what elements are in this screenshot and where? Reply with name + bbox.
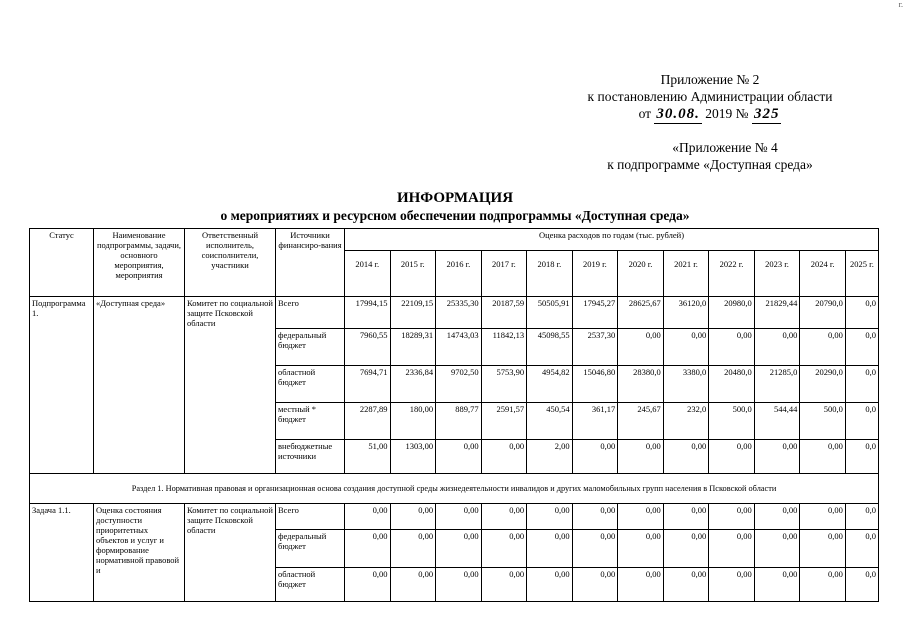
amount-cell: 28380,0: [618, 366, 664, 403]
document-subtitle: о мероприятиях и ресурсном обеспечении подпрограммы «Доступная среда»: [220, 208, 690, 223]
amount-cell: 22109,15: [390, 297, 436, 329]
amount-cell: 17994,15: [345, 297, 391, 329]
amount-cell: 50505,91: [527, 297, 573, 329]
amount-cell: 0,00: [754, 440, 800, 474]
amount-cell: 0,00: [754, 504, 800, 530]
amount-cell: 0,00: [527, 530, 573, 568]
amount-cell: 361,17: [572, 403, 618, 440]
amount-cell: 0,00: [709, 568, 755, 602]
amount-cell: 500,0: [800, 403, 846, 440]
from-label: от: [638, 106, 652, 121]
subprogram-header: [560, 139, 860, 173]
corner-mark: г.: [898, 0, 903, 9]
amount-cell: 0,00: [345, 530, 391, 568]
amount-cell: 45098,55: [527, 329, 573, 366]
year-header: 2019 г.: [572, 251, 618, 297]
resource-table: [29, 228, 879, 602]
amount-cell: 0,00: [345, 504, 391, 530]
amount-cell: 3380,0: [663, 366, 709, 403]
year-header: 2024 г.: [800, 251, 846, 297]
amount-cell: 0,00: [754, 568, 800, 602]
task-executor: Комитет по социальной защите Псковской области: [185, 504, 276, 602]
document-title: ИНФОРМАЦИЯ: [396, 190, 514, 206]
amount-cell: 0,0: [845, 530, 878, 568]
amount-cell: 0,00: [527, 568, 573, 602]
year-header: 2016 г.: [436, 251, 482, 297]
amount-cell: 9702,50: [436, 366, 482, 403]
amount-cell: 0,00: [754, 329, 800, 366]
year-header: 2018 г.: [527, 251, 573, 297]
amount-cell: 0,00: [618, 504, 664, 530]
amount-cell: 0,00: [436, 440, 482, 474]
amount-cell: 2287,89: [345, 403, 391, 440]
amount-cell: 7960,55: [345, 329, 391, 366]
amount-cell: 0,0: [845, 366, 878, 403]
prog-name: «Доступная среда»: [94, 297, 185, 474]
year-header: 2015 г.: [390, 251, 436, 297]
amount-cell: 5753,90: [481, 366, 527, 403]
amount-cell: 0,00: [663, 440, 709, 474]
amount-cell: 18289,31: [390, 329, 436, 366]
amount-cell: 25335,30: [436, 297, 482, 329]
amount-cell: 2591,57: [481, 403, 527, 440]
amount-cell: 51,00: [345, 440, 391, 474]
amount-cell: 21285,0: [754, 366, 800, 403]
funding-source: федеральный бюджет: [276, 329, 345, 366]
name-header: Наименование подпрограммы, задачи, основного мероприятия, мероприятия: [94, 229, 185, 297]
amount-cell: 0,00: [800, 504, 846, 530]
amount-cell: 20790,0: [800, 297, 846, 329]
handwritten-number: 325: [753, 106, 780, 122]
estimate-header: Оценка расходов по годам (тыс. рублей): [345, 229, 879, 251]
amount-cell: 450,54: [527, 403, 573, 440]
amount-cell: 0,00: [709, 504, 755, 530]
appendix-line-3: [560, 105, 860, 124]
amount-cell: 0,00: [663, 504, 709, 530]
amount-cell: 11842,13: [481, 329, 527, 366]
year-header: 2025 г.: [845, 251, 878, 297]
amount-cell: 20187,59: [481, 297, 527, 329]
funding-source: местный * бюджет: [276, 403, 345, 440]
amount-cell: 0,00: [663, 329, 709, 366]
amount-cell: 0,00: [572, 504, 618, 530]
amount-cell: 0,00: [345, 568, 391, 602]
amount-cell: 0,00: [390, 530, 436, 568]
amount-cell: 0,00: [436, 568, 482, 602]
amount-cell: 28625,67: [618, 297, 664, 329]
amount-cell: 0,0: [845, 504, 878, 530]
funding-source: областной бюджет: [276, 568, 345, 602]
amount-cell: 0,00: [527, 504, 573, 530]
amount-cell: 0,00: [800, 440, 846, 474]
amount-cell: 21829,44: [754, 297, 800, 329]
amount-cell: 0,00: [800, 530, 846, 568]
amount-cell: 0,0: [845, 403, 878, 440]
year-header: 2022 г.: [709, 251, 755, 297]
year-number-label: 2019 №: [705, 106, 749, 121]
amount-cell: 0,00: [618, 329, 664, 366]
amount-cell: 0,00: [572, 568, 618, 602]
amount-cell: 0,00: [663, 530, 709, 568]
amount-cell: 232,0: [663, 403, 709, 440]
amount-cell: 0,0: [845, 440, 878, 474]
amount-cell: 0,00: [800, 568, 846, 602]
amount-cell: 7694,71: [345, 366, 391, 403]
amount-cell: 0,00: [618, 568, 664, 602]
task-name: Оценка состояния доступности приоритетных объектов и услуг и формирование нормативной правовой и: [94, 504, 185, 602]
amount-cell: 1303,00: [390, 440, 436, 474]
amount-cell: 889,77: [436, 403, 482, 440]
amount-cell: 2,00: [527, 440, 573, 474]
amount-cell: 0,00: [618, 530, 664, 568]
amount-cell: 17945,27: [572, 297, 618, 329]
funding-source: федеральный бюджет: [276, 530, 345, 568]
amount-cell: 500,0: [709, 403, 755, 440]
amount-cell: 20980,0: [709, 297, 755, 329]
amount-cell: 245,67: [618, 403, 664, 440]
amount-cell: 180,00: [390, 403, 436, 440]
amount-cell: 0,00: [800, 329, 846, 366]
amount-cell: 20290,0: [800, 366, 846, 403]
amount-cell: 0,0: [845, 568, 878, 602]
year-header: 2023 г.: [754, 251, 800, 297]
amount-cell: 0,00: [572, 530, 618, 568]
amount-cell: 0,00: [663, 568, 709, 602]
amount-cell: 0,0: [845, 329, 878, 366]
amount-cell: 544,44: [754, 403, 800, 440]
year-header: 2020 г.: [618, 251, 664, 297]
year-header: 2014 г.: [345, 251, 391, 297]
task-status: Задача 1.1.: [30, 504, 94, 602]
amount-cell: 0,00: [709, 329, 755, 366]
task-row: [30, 504, 879, 530]
amount-cell: 0,00: [436, 504, 482, 530]
amount-cell: 20480,0: [709, 366, 755, 403]
amount-cell: 0,00: [754, 530, 800, 568]
prog-executor: Комитет по социальной защите Псковской области: [185, 297, 276, 474]
amount-cell: 0,00: [390, 504, 436, 530]
funding-source: Всего: [276, 297, 345, 329]
prog-status: Подпрограмма 1.: [30, 297, 94, 474]
amount-cell: 15046,80: [572, 366, 618, 403]
section-row: [30, 474, 879, 504]
amount-cell: 14743,03: [436, 329, 482, 366]
funding-source: внебюджетные источники: [276, 440, 345, 474]
amount-cell: 36120,0: [663, 297, 709, 329]
amount-cell: 0,00: [481, 440, 527, 474]
amount-cell: 2336,84: [390, 366, 436, 403]
amount-cell: 0,00: [481, 530, 527, 568]
amount-cell: 0,00: [481, 504, 527, 530]
year-header: 2017 г.: [481, 251, 527, 297]
appendix-line-1: Приложение № 2: [660, 72, 760, 87]
appendix-4-line: «Приложение № 4: [672, 140, 778, 155]
funding-source: Всего: [276, 504, 345, 530]
amount-cell: 2537,30: [572, 329, 618, 366]
section-title: Раздел 1. Нормативная правовая и организационная основа создания доступной среды жизнедеятельности инвалидов и других маломобильных групп населения в Псковской области: [30, 474, 879, 504]
amount-cell: 0,00: [436, 530, 482, 568]
amount-cell: 0,00: [709, 440, 755, 474]
executor-header: Ответственный исполнитель, соисполнители, участники: [185, 229, 276, 297]
amount-cell: 0,00: [709, 530, 755, 568]
amount-cell: 0,00: [618, 440, 664, 474]
amount-cell: 0,00: [390, 568, 436, 602]
amount-cell: 0,00: [481, 568, 527, 602]
status-header: Статус: [30, 229, 94, 297]
year-header: 2021 г.: [663, 251, 709, 297]
handwritten-date: 30.08.: [656, 106, 700, 122]
appendix-line-2: к постановлению Администрации области: [587, 89, 833, 104]
funding-source: областной бюджет: [276, 366, 345, 403]
prog-row: [30, 297, 879, 329]
amount-cell: 0,00: [572, 440, 618, 474]
appendix-header: [560, 71, 860, 124]
amount-cell: 4954,82: [527, 366, 573, 403]
amount-cell: 0,0: [845, 297, 878, 329]
subprogram-line: к подпрограмме «Доступная среда»: [607, 157, 813, 172]
source-header: Источники финансиро-вания: [276, 229, 345, 297]
